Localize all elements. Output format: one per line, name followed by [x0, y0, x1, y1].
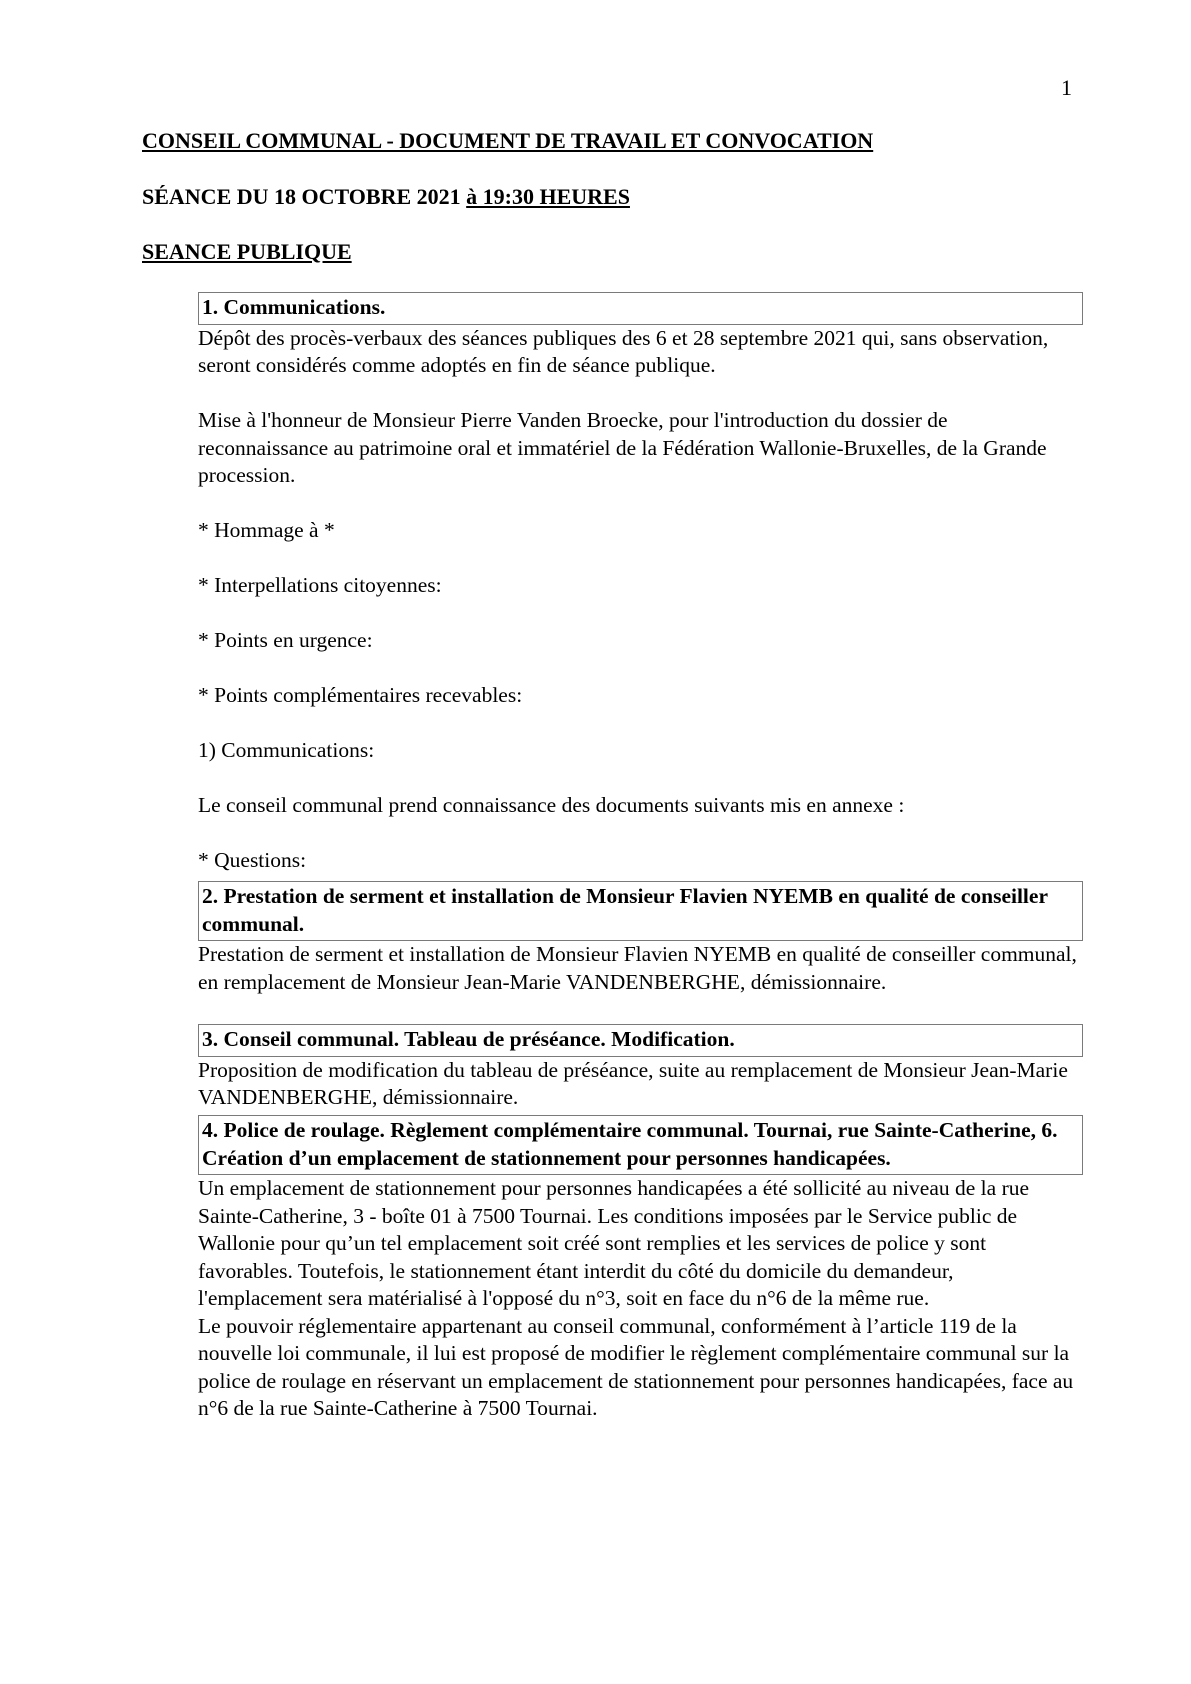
- page-number: 1: [1061, 75, 1072, 100]
- paragraph: Un emplacement de stationnement pour personnes handicapées a été sollicité au niveau de la rue Sainte-Catherine, 3 - boîte 01 à 7500 Tournai. Les conditions imposées par le Service public de Wallonie pour qu’un tel emplacement soit créé sont remplies et les services de police y sont favorables. Toutefois, le stationnement étant interdit du côté du domicile du demandeur, l'emplacement sera matérialisé à l'opposé du n°3, soit en face du n°6 de la même rue.: [198, 1176, 1030, 1310]
- paragraph: Proposition de modification du tableau de préséance, suite au remplacement de Monsieur Jean-Marie VANDENBERGHE, démissionnaire.: [198, 1057, 1068, 1109]
- session-date-text: SÉANCE DU 18 OCTOBRE 2021: [142, 184, 467, 209]
- agenda-item-2: [198, 881, 1083, 996]
- agenda-item-3: [198, 1024, 1083, 1112]
- paragraph: 1) Communications:: [198, 738, 375, 762]
- agenda-item-4: [198, 1115, 1083, 1423]
- session-date: [142, 183, 630, 211]
- paragraph: * Points en urgence:: [198, 628, 373, 652]
- paragraph: * Interpellations citoyennes:: [198, 573, 442, 597]
- agenda-item-body: [198, 325, 1083, 875]
- agenda-item-heading: 4. Police de roulage. Règlement complémentaire communal. Tournai, rue Sainte-Catherine, 6. Création d’un emplacement de stationnement pour personnes handicapées.: [198, 1115, 1083, 1175]
- session-time: à 19:30 HEURES: [466, 184, 630, 209]
- agenda-item-heading: 3. Conseil communal. Tableau de préséance. Modification.: [198, 1024, 1083, 1057]
- paragraph: * Hommage à *: [198, 518, 335, 542]
- paragraph: * Questions:: [198, 848, 307, 872]
- agenda-item-body: [198, 1057, 1083, 1112]
- document-title: CONSEIL COMMUNAL - DOCUMENT DE TRAVAIL ET CONVOCATION: [142, 128, 874, 153]
- paragraph: Mise à l'honneur de Monsieur Pierre Vanden Broecke, pour l'introduction du dossier de reconnaissance au patrimoine oral et immatériel de la Fédération Wallonie-Bruxelles, de la Grande procession.: [198, 408, 1047, 487]
- paragraph: Dépôt des procès-verbaux des séances publiques des 6 et 28 septembre 2021 qui, sans observation, seront considérés comme adoptés en fin de séance publique.: [198, 325, 1049, 377]
- agenda-item-heading: 1. Communications.: [198, 292, 1083, 325]
- agenda-item-body: [198, 941, 1083, 996]
- agenda-item-body: [198, 1175, 1083, 1423]
- paragraph: Le pouvoir réglementaire appartenant au conseil communal, conformément à l’article 119 de la nouvelle loi communale, il lui est proposé de modifier le règlement complémentaire communal sur la police de roulage en réservant un emplacement de stationnement pour personnes handicapées, face au n°6 de la rue Sainte-Catherine à 7500 Tournai.: [198, 1313, 1074, 1420]
- paragraph: * Points complémentaires recevables:: [198, 683, 523, 707]
- agenda-item-heading: 2. Prestation de serment et installation de Monsieur Flavien NYEMB en qualité de conseiller communal.: [198, 881, 1083, 941]
- paragraph: Prestation de serment et installation de Monsieur Flavien NYEMB en qualité de conseiller communal, en remplacement de Monsieur Jean-Marie VANDENBERGHE, démissionnaire.: [198, 942, 1077, 994]
- public-session-heading: SEANCE PUBLIQUE: [142, 239, 352, 264]
- paragraph: Le conseil communal prend connaissance des documents suivants mis en annexe :: [198, 793, 905, 817]
- agenda-item-1: [198, 292, 1083, 875]
